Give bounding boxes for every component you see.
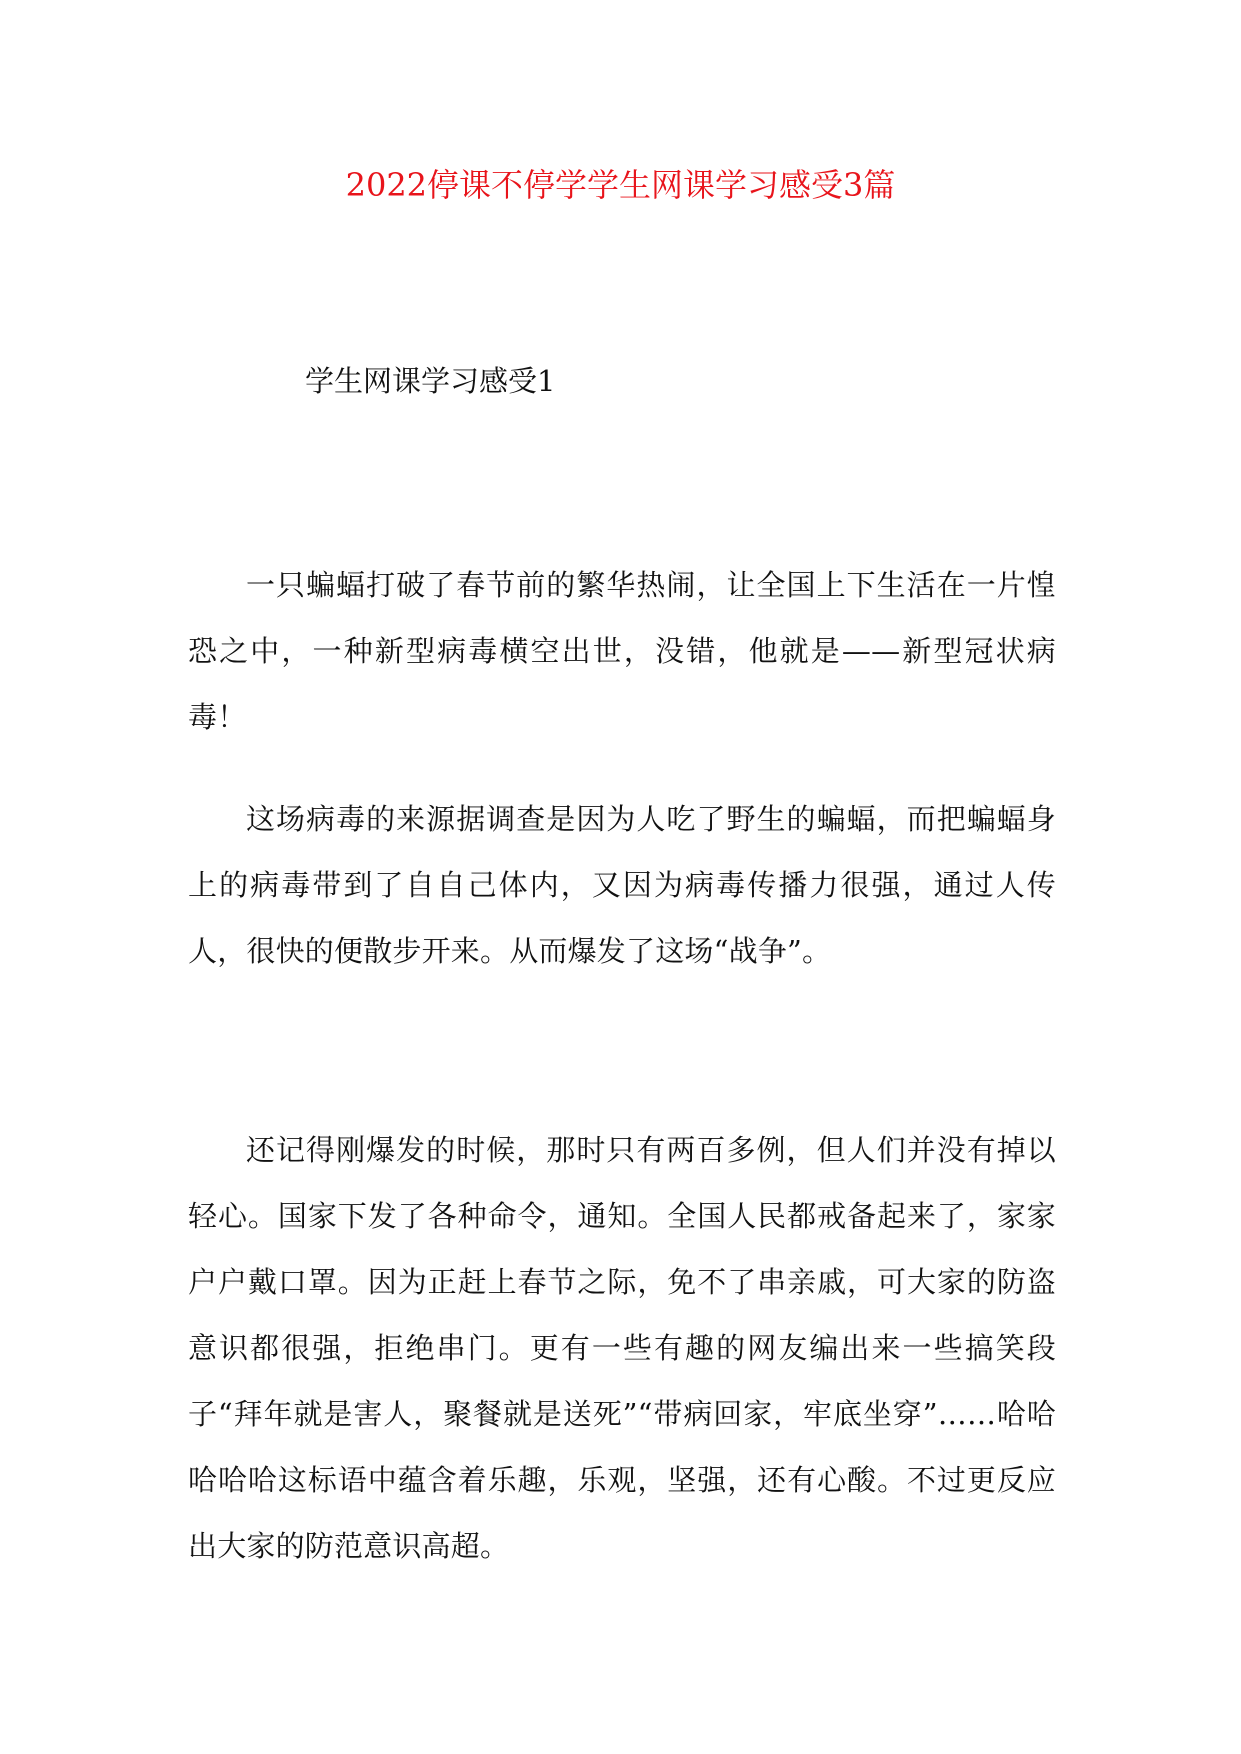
paragraph-2: 这场病毒的来源据调查是因为人吃了野生的蝙蝠，而把蝙蝠身上的病毒带到了自自己体内，又因为病毒传播力很强，通过人传人，很快的便散步开来。从而爆发了这场“战争”。 (188, 802, 1056, 968)
paragraph-3: 还记得刚爆发的时候，那时只有两百多例，但人们并没有掉以轻心。国家下发了各种命令，通知。全国人民都戒备起来了，家家户户戴口罩。因为正赶上春节之际，免不了串亲戚，可大家的防盗意识都很强，拒绝串门。更有一些有趣的网友编出来一些搞笑段子“拜年就是害人，聚餐就是送死”“带病回家，牢底坐穿”……哈哈哈哈哈这标语中蕴含着乐趣，乐观，坚强，还有心酸。不过更反应出大家的防范意识高超。 (188, 1133, 1056, 1563)
paragraph-1: 一只蝙蝠打破了春节前的繁华热闹，让全国上下生活在一片惶恐之中，一种新型病毒横空出世，没错，他就是——新型冠状病毒！ (188, 568, 1056, 734)
section-heading: 学生网课学习感受1 (305, 364, 556, 398)
document-title: 2022停课不停学学生网课学习感受3篇 (345, 166, 896, 204)
